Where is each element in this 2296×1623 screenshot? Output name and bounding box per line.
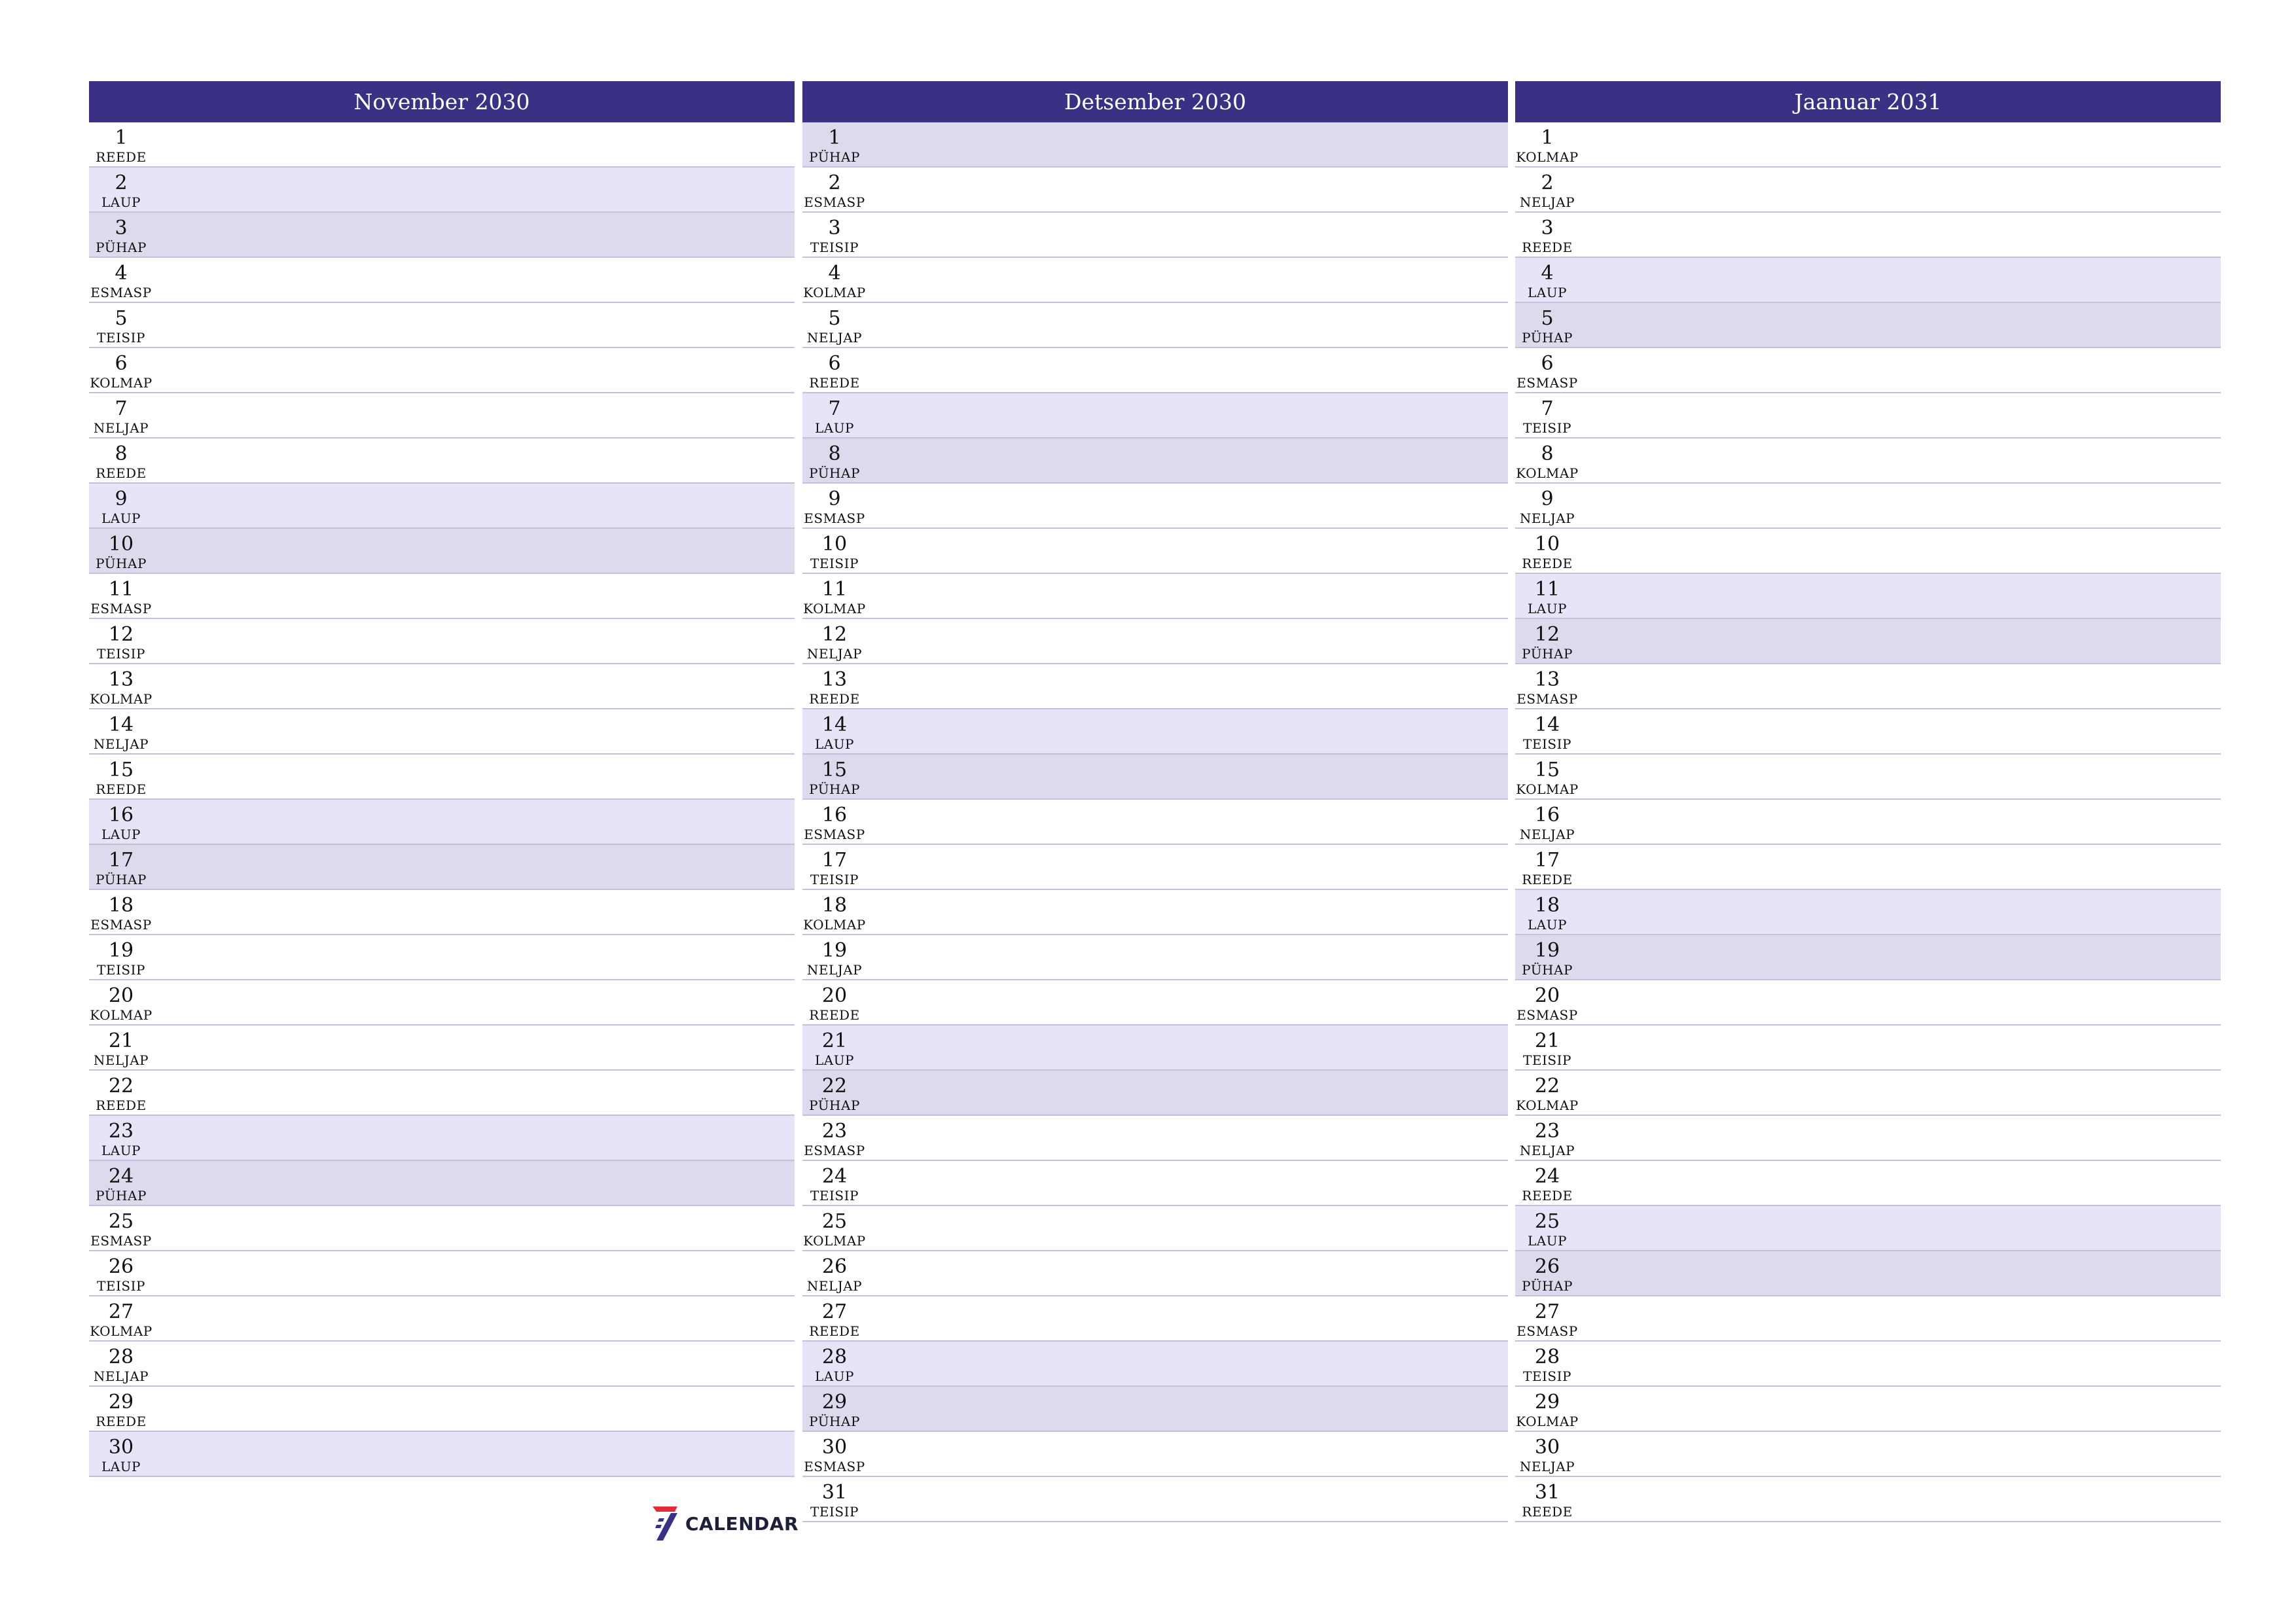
day-row — [1515, 1071, 2221, 1116]
weekday-label: KOLMAP — [803, 601, 866, 616]
day-row — [802, 168, 1508, 213]
day-row — [89, 1026, 795, 1071]
weekday-label: TEISIP — [1523, 1052, 1571, 1068]
day-row — [802, 1342, 1508, 1387]
weekday-label: PÜHAP — [96, 556, 147, 571]
day-number: 31 — [821, 1481, 848, 1504]
weekday-label: REEDE — [96, 1097, 147, 1113]
day-row — [802, 213, 1508, 258]
day-row — [1515, 1116, 2221, 1161]
day-row — [89, 1387, 795, 1432]
day-number: 23 — [1534, 1120, 1560, 1143]
weekday-label: PÜHAP — [96, 1188, 147, 1204]
weekday-label: REEDE — [1522, 556, 1573, 571]
day-row — [802, 258, 1508, 303]
day-number: 10 — [1534, 533, 1560, 556]
weekday-label: REEDE — [1522, 872, 1573, 887]
day-number: 5 — [1541, 307, 1554, 330]
day-number: 6 — [115, 352, 128, 375]
day-number: 21 — [1534, 1029, 1560, 1052]
day-row — [802, 122, 1508, 168]
day-row — [802, 1116, 1508, 1161]
day-number: 20 — [1534, 984, 1560, 1007]
day-row — [1515, 800, 2221, 845]
day-row — [89, 755, 795, 800]
day-number: 3 — [1541, 217, 1554, 240]
day-number: 30 — [821, 1436, 848, 1459]
day-row — [802, 980, 1508, 1026]
weekday-label: KOLMAP — [1516, 1414, 1579, 1429]
day-number: 16 — [108, 804, 134, 827]
weekday-label: NELJAP — [93, 420, 149, 436]
day-number: 29 — [108, 1391, 134, 1414]
weekday-label: ESMASP — [1516, 1007, 1578, 1023]
weekday-label: TEISIP — [810, 1188, 859, 1204]
day-row — [89, 800, 795, 845]
day-row — [802, 664, 1508, 709]
day-row — [1515, 213, 2221, 258]
day-row — [1515, 438, 2221, 484]
day-number: 8 — [1541, 442, 1554, 465]
day-row — [89, 1161, 795, 1206]
day-number: 4 — [1541, 262, 1554, 285]
day-row — [1515, 574, 2221, 619]
weekday-label: NELJAP — [1519, 510, 1575, 526]
weekday-label: LAUP — [814, 1368, 855, 1384]
day-row — [1515, 1026, 2221, 1071]
day-number: 12 — [821, 623, 848, 646]
day-row — [89, 484, 795, 529]
weekday-label: KOLMAP — [803, 1233, 866, 1249]
weekday-label: PÜHAP — [809, 1414, 860, 1429]
day-number: 14 — [1534, 713, 1560, 736]
day-number: 8 — [828, 442, 841, 465]
day-row — [802, 890, 1508, 935]
day-row — [1515, 122, 2221, 168]
weekday-label: NELJAP — [93, 736, 149, 752]
weekday-label: KOLMAP — [90, 691, 152, 707]
weekday-label: PÜHAP — [809, 149, 860, 165]
weekday-label: ESMASP — [804, 1459, 865, 1474]
day-number: 7 — [1541, 397, 1554, 420]
day-number: 27 — [1534, 1300, 1560, 1323]
weekday-label: LAUP — [1527, 1233, 1568, 1249]
day-row — [802, 393, 1508, 438]
day-row — [1515, 1432, 2221, 1477]
day-number: 22 — [821, 1075, 848, 1097]
day-number: 17 — [821, 849, 848, 872]
weekday-label: LAUP — [1527, 601, 1568, 616]
weekday-label: TEISIP — [1523, 736, 1571, 752]
day-list — [1515, 122, 2221, 1522]
weekday-label: KOLMAP — [1516, 149, 1579, 165]
day-row — [89, 168, 795, 213]
weekday-label: LAUP — [1527, 285, 1568, 300]
weekday-label: ESMASP — [1516, 691, 1578, 707]
day-number: 17 — [1534, 849, 1560, 872]
weekday-label: TEISIP — [810, 240, 859, 255]
month-november — [89, 81, 795, 1477]
day-number: 1 — [828, 126, 841, 149]
day-row — [1515, 484, 2221, 529]
day-number: 7 — [828, 397, 841, 420]
day-number: 13 — [821, 668, 848, 691]
day-row — [89, 619, 795, 664]
day-row — [89, 1206, 795, 1251]
weekday-label: ESMASP — [90, 285, 152, 300]
day-row — [1515, 258, 2221, 303]
day-row — [89, 709, 795, 755]
day-row — [1515, 348, 2221, 393]
day-row — [89, 1432, 795, 1477]
day-row — [89, 574, 795, 619]
day-row — [802, 484, 1508, 529]
weekday-label: NELJAP — [1519, 1143, 1575, 1158]
day-row — [1515, 1477, 2221, 1522]
day-row — [89, 529, 795, 574]
day-number: 19 — [108, 939, 134, 962]
weekday-label: NELJAP — [93, 1052, 149, 1068]
day-row — [1515, 890, 2221, 935]
weekday-label: TEISIP — [97, 962, 145, 978]
day-row — [802, 1161, 1508, 1206]
day-row — [802, 438, 1508, 484]
day-number: 3 — [828, 217, 841, 240]
weekday-label: TEISIP — [97, 330, 145, 346]
day-row — [89, 1071, 795, 1116]
day-number: 2 — [1541, 171, 1554, 194]
day-number: 17 — [108, 849, 134, 872]
day-row — [89, 303, 795, 348]
weekday-label: REEDE — [96, 465, 147, 481]
month-title: Jaanuar 2031 — [1515, 81, 2221, 122]
day-number: 5 — [828, 307, 841, 330]
day-row — [1515, 168, 2221, 213]
weekday-label: PÜHAP — [809, 1097, 860, 1113]
weekday-label: REEDE — [809, 691, 860, 707]
weekday-label: TEISIP — [97, 646, 145, 662]
day-row — [89, 393, 795, 438]
weekday-label: TEISIP — [810, 1504, 859, 1520]
day-number: 10 — [108, 533, 134, 556]
brand-logo — [651, 1503, 798, 1544]
day-row — [1515, 1342, 2221, 1387]
weekday-label: LAUP — [814, 736, 855, 752]
day-number: 14 — [108, 713, 134, 736]
weekday-label: REEDE — [809, 1007, 860, 1023]
day-row — [802, 1432, 1508, 1477]
day-number: 24 — [108, 1165, 134, 1188]
day-number: 21 — [108, 1029, 134, 1052]
day-row — [1515, 845, 2221, 890]
weekday-label: ESMASP — [1516, 1323, 1578, 1339]
day-number: 21 — [821, 1029, 848, 1052]
day-row — [89, 845, 795, 890]
day-number: 4 — [115, 262, 128, 285]
weekday-label: ESMASP — [90, 917, 152, 933]
day-number: 9 — [115, 488, 128, 510]
day-row — [89, 348, 795, 393]
day-number: 26 — [1534, 1255, 1560, 1278]
day-row — [1515, 529, 2221, 574]
day-row — [802, 755, 1508, 800]
weekday-label: PÜHAP — [1522, 962, 1573, 978]
day-number: 18 — [821, 894, 848, 917]
weekday-label: LAUP — [101, 1143, 141, 1158]
day-number: 2 — [115, 171, 128, 194]
day-row — [1515, 619, 2221, 664]
day-row — [802, 529, 1508, 574]
weekday-label: LAUP — [101, 1459, 141, 1474]
day-row — [802, 709, 1508, 755]
day-list — [802, 122, 1508, 1522]
weekday-label: PÜHAP — [1522, 1278, 1573, 1294]
day-row — [1515, 709, 2221, 755]
day-number: 28 — [821, 1346, 848, 1368]
weekday-label: KOLMAP — [90, 1007, 152, 1023]
day-number: 1 — [115, 126, 128, 149]
month-title: Detsember 2030 — [802, 81, 1508, 122]
weekday-label: LAUP — [101, 827, 141, 842]
day-row — [89, 935, 795, 980]
day-number: 20 — [821, 984, 848, 1007]
weekday-label: ESMASP — [804, 1143, 865, 1158]
weekday-label: LAUP — [101, 510, 141, 526]
day-number: 11 — [821, 578, 848, 601]
weekday-label: LAUP — [1527, 917, 1568, 933]
day-row — [802, 1071, 1508, 1116]
day-number: 6 — [1541, 352, 1554, 375]
weekday-label: TEISIP — [1523, 420, 1571, 436]
weekday-label: REEDE — [1522, 1504, 1573, 1520]
day-row — [1515, 935, 2221, 980]
day-number: 16 — [821, 804, 848, 827]
day-row — [1515, 1206, 2221, 1251]
weekday-label: PÜHAP — [809, 465, 860, 481]
weekday-label: KOLMAP — [1516, 781, 1579, 797]
weekday-label: REEDE — [809, 1323, 860, 1339]
day-number: 28 — [108, 1346, 134, 1368]
weekday-label: NELJAP — [806, 330, 863, 346]
day-number: 18 — [108, 894, 134, 917]
day-row — [89, 438, 795, 484]
day-row — [1515, 1387, 2221, 1432]
day-number: 8 — [115, 442, 128, 465]
weekday-label: NELJAP — [93, 1368, 149, 1384]
day-number: 5 — [115, 307, 128, 330]
weekday-label: REEDE — [809, 375, 860, 391]
day-row — [802, 574, 1508, 619]
day-number: 25 — [108, 1210, 134, 1233]
weekday-label: REEDE — [96, 149, 147, 165]
day-number: 20 — [108, 984, 134, 1007]
day-number: 10 — [821, 533, 848, 556]
day-row — [89, 1251, 795, 1296]
weekday-label: TEISIP — [810, 872, 859, 887]
weekday-label: PÜHAP — [96, 872, 147, 887]
day-row — [89, 1342, 795, 1387]
weekday-label: PÜHAP — [96, 240, 147, 255]
day-number: 13 — [1534, 668, 1560, 691]
day-number: 12 — [108, 623, 134, 646]
weekday-label: ESMASP — [804, 194, 865, 210]
day-row — [1515, 1161, 2221, 1206]
day-number: 24 — [821, 1165, 848, 1188]
weekday-label: KOLMAP — [1516, 1097, 1579, 1113]
day-row — [1515, 755, 2221, 800]
day-row — [802, 348, 1508, 393]
weekday-label: REEDE — [96, 1414, 147, 1429]
day-number: 25 — [1534, 1210, 1560, 1233]
day-row — [1515, 980, 2221, 1026]
day-number: 9 — [828, 488, 841, 510]
day-row — [1515, 303, 2221, 348]
day-number: 22 — [1534, 1075, 1560, 1097]
weekday-label: ESMASP — [804, 510, 865, 526]
weekday-label: KOLMAP — [803, 285, 866, 300]
day-number: 15 — [108, 758, 134, 781]
weekday-label: PÜHAP — [1522, 330, 1573, 346]
weekday-label: NELJAP — [806, 962, 863, 978]
day-row — [802, 303, 1508, 348]
day-number: 15 — [1534, 758, 1560, 781]
day-number: 15 — [821, 758, 848, 781]
day-row — [89, 1116, 795, 1161]
day-row — [1515, 1251, 2221, 1296]
weekday-label: REEDE — [1522, 1188, 1573, 1204]
day-number: 23 — [108, 1120, 134, 1143]
day-row — [802, 1477, 1508, 1522]
day-row — [1515, 664, 2221, 709]
day-number: 11 — [108, 578, 134, 601]
day-number: 30 — [1534, 1436, 1560, 1459]
day-number: 27 — [108, 1300, 134, 1323]
weekday-label: LAUP — [814, 420, 855, 436]
day-number: 23 — [821, 1120, 848, 1143]
day-number: 1 — [1541, 126, 1554, 149]
day-number: 4 — [828, 262, 841, 285]
month-december — [802, 81, 1508, 1522]
weekday-label: REEDE — [96, 781, 147, 797]
day-row — [802, 800, 1508, 845]
day-number: 30 — [108, 1436, 134, 1459]
day-row — [802, 845, 1508, 890]
day-row — [802, 1206, 1508, 1251]
weekday-label: LAUP — [814, 1052, 855, 1068]
day-number: 25 — [821, 1210, 848, 1233]
weekday-label: ESMASP — [90, 1233, 152, 1249]
day-row — [89, 258, 795, 303]
weekday-label: NELJAP — [806, 646, 863, 662]
day-number: 3 — [115, 217, 128, 240]
day-number: 29 — [1534, 1391, 1560, 1414]
weekday-label: ESMASP — [1516, 375, 1578, 391]
weekday-label: TEISIP — [810, 556, 859, 571]
day-number: 11 — [1534, 578, 1560, 601]
weekday-label: NELJAP — [1519, 827, 1575, 842]
day-number: 6 — [828, 352, 841, 375]
day-number: 16 — [1534, 804, 1560, 827]
day-row — [802, 619, 1508, 664]
day-number: 7 — [115, 397, 128, 420]
weekday-label: NELJAP — [1519, 1459, 1575, 1474]
brand-text: CALENDAR — [685, 1512, 799, 1535]
weekday-label: ESMASP — [804, 827, 865, 842]
day-number: 22 — [108, 1075, 134, 1097]
seven-calendar-logo-icon — [651, 1505, 679, 1542]
weekday-label: REEDE — [1522, 240, 1573, 255]
day-row — [1515, 393, 2221, 438]
day-row — [89, 664, 795, 709]
day-number: 14 — [821, 713, 848, 736]
day-row — [89, 1296, 795, 1342]
day-row — [802, 1387, 1508, 1432]
day-number: 26 — [108, 1255, 134, 1278]
day-row — [89, 980, 795, 1026]
month-title: November 2030 — [89, 81, 795, 122]
day-number: 24 — [1534, 1165, 1560, 1188]
day-number: 12 — [1534, 623, 1560, 646]
day-number: 13 — [108, 668, 134, 691]
weekday-label: NELJAP — [1519, 194, 1575, 210]
weekday-label: ESMASP — [90, 601, 152, 616]
weekday-label: KOLMAP — [90, 375, 152, 391]
day-row — [89, 890, 795, 935]
weekday-label: TEISIP — [1523, 1368, 1571, 1384]
day-number: 19 — [1534, 939, 1560, 962]
day-list — [89, 122, 795, 1477]
day-number: 18 — [1534, 894, 1560, 917]
day-number: 28 — [1534, 1346, 1560, 1368]
day-row — [1515, 1296, 2221, 1342]
day-row — [802, 1296, 1508, 1342]
day-number: 19 — [821, 939, 848, 962]
day-row — [89, 213, 795, 258]
weekday-label: PÜHAP — [1522, 646, 1573, 662]
day-number: 31 — [1534, 1481, 1560, 1504]
day-number: 2 — [828, 171, 841, 194]
day-number: 26 — [821, 1255, 848, 1278]
weekday-label: PÜHAP — [809, 781, 860, 797]
day-row — [802, 1026, 1508, 1071]
weekday-label: KOLMAP — [1516, 465, 1579, 481]
weekday-label: KOLMAP — [90, 1323, 152, 1339]
day-number: 9 — [1541, 488, 1554, 510]
weekday-label: TEISIP — [97, 1278, 145, 1294]
day-number: 29 — [821, 1391, 848, 1414]
weekday-label: NELJAP — [806, 1278, 863, 1294]
day-row — [802, 935, 1508, 980]
day-number: 27 — [821, 1300, 848, 1323]
day-row — [89, 122, 795, 168]
day-row — [802, 1251, 1508, 1296]
month-january — [1515, 81, 2221, 1522]
weekday-label: LAUP — [101, 194, 141, 210]
weekday-label: KOLMAP — [803, 917, 866, 933]
